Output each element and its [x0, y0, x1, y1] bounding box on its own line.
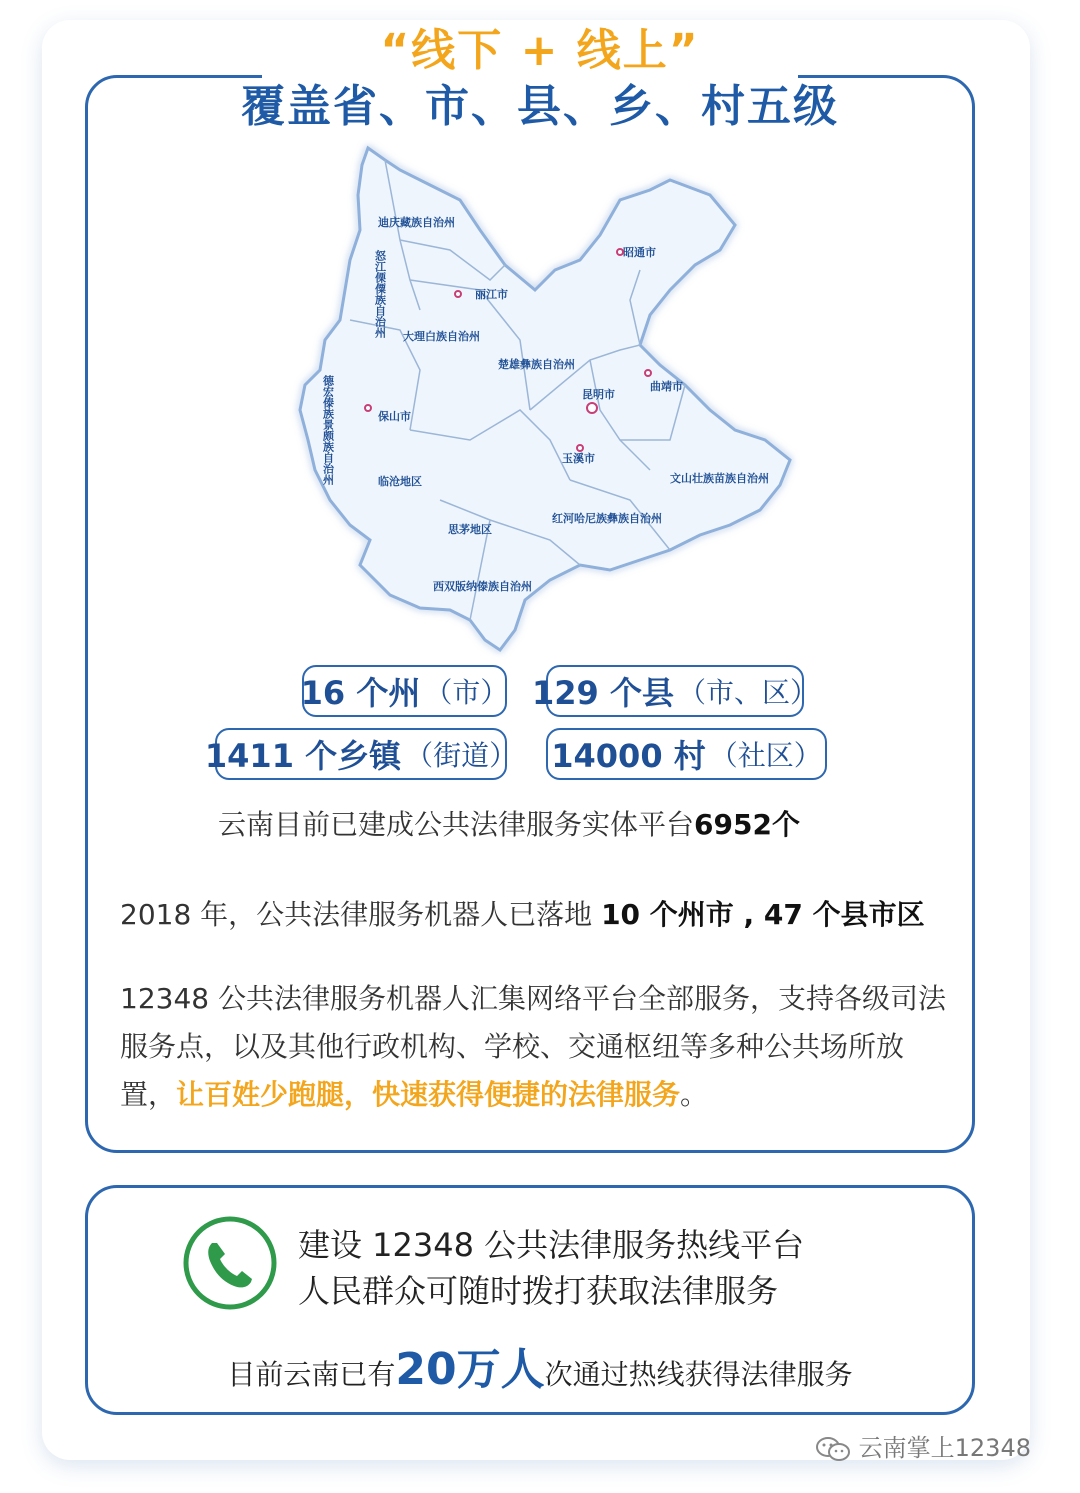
hotline-subtitle: 人民群众可随时拨打获取法律服务: [298, 1272, 779, 1310]
hotline-title: 建设 12348 公共法律服务热线平台: [298, 1226, 805, 1264]
wechat-icon: [815, 1436, 851, 1462]
yunnan-map: [290, 140, 800, 660]
hotline-stat: 目前云南已有20万人次通过热线获得法律服务: [227, 1344, 853, 1395]
map-label-kunming: 昆明市: [582, 388, 615, 401]
stat-prefectures: 16 个州 （市）: [302, 665, 507, 717]
map-label-simao: 思茅地区: [448, 523, 492, 536]
map-label-diqing: 迪庆藏族自治州: [378, 216, 455, 229]
map-label-nujiang: 怒江傈僳族自治州: [373, 250, 387, 338]
map-label-dehong: 德宏傣族景颇族自治州: [321, 375, 335, 485]
phone-icon: [182, 1215, 278, 1311]
platform-count-line: 云南目前已建成公共法律服务实体平台6952个: [218, 808, 800, 841]
map-label-qujing: 曲靖市: [650, 380, 683, 393]
map-label-wenshan: 文山壮族苗族自治州: [670, 472, 769, 485]
stat-villages: 14000 村 （社区）: [546, 728, 827, 780]
map-label-lijiang: 丽江市: [475, 288, 508, 301]
watermark: 云南掌上12348: [815, 1428, 1031, 1463]
map-label-lincang: 临沧地区: [378, 475, 422, 488]
map-label-yuxi: 玉溪市: [562, 452, 595, 465]
map-label-xishuangbanna: 西双版纳傣族自治州: [433, 580, 532, 593]
stat-counties: 129 个县 （市、区）: [546, 665, 804, 717]
stat-townships: 1411 个乡镇 （街道）: [215, 728, 507, 780]
robot-description: 12348 公共法律服务机器人汇集网络平台全部服务，支持各级司法服务点，以及其他行政机构、学校、交通枢纽等多种公共场所放置，让百姓少跑腿，快速获得便捷的法律服务。: [120, 982, 946, 1111]
headline-five-levels: 覆盖省、市、县、乡、村五级: [241, 81, 839, 132]
map-label-zhaotong: 昭通市: [623, 246, 656, 259]
robot-deployment-line: 2018 年，公共法律服务机器人已落地 10 个州市 , 47 个县市区: [120, 898, 925, 931]
map-label-chuxiong: 楚雄彝族自治州: [498, 358, 575, 371]
yunnan-map-svg: [290, 140, 800, 660]
province-outline: [300, 148, 790, 650]
headline-offline-online: “线下 + 线上”: [380, 25, 700, 76]
map-label-dali: 大理白族自治州: [403, 330, 480, 343]
map-label-baoshan: 保山市: [378, 410, 411, 423]
map-label-honghe: 红河哈尼族彝族自治州: [552, 512, 662, 525]
